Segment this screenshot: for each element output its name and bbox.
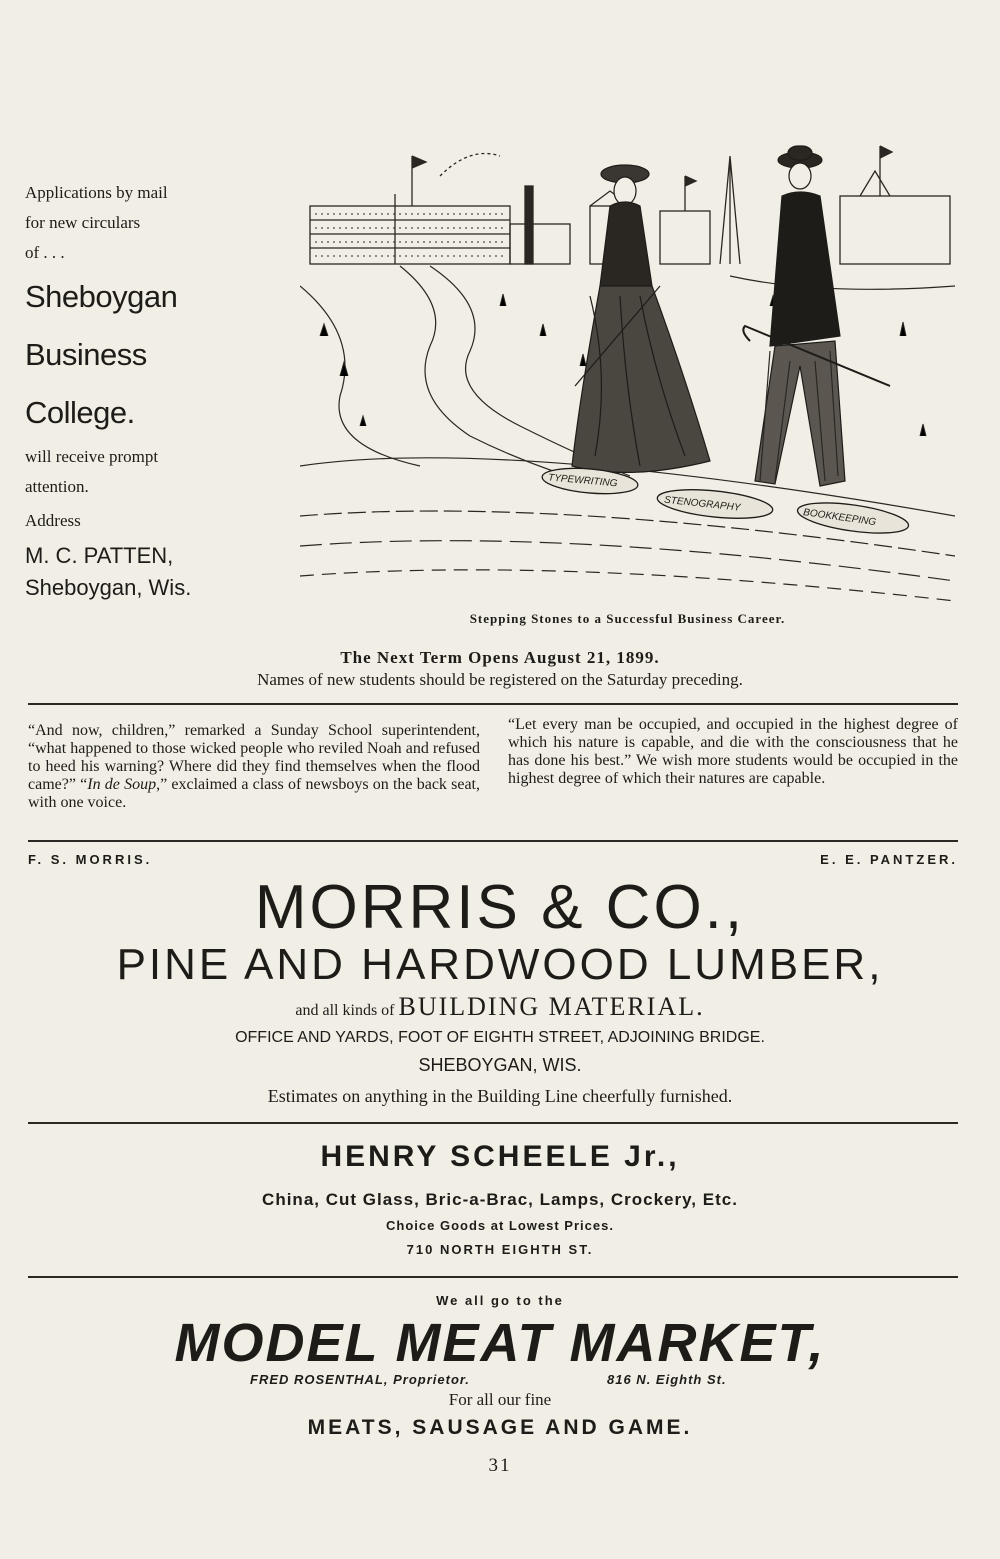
quote-right: “Let every man be occupied, and occupied in the highest degree of which his nature is capable, and die with the consciousness that he has done his best.” We wish more students would be occupied in the highest degree of which their natures are capable. — [508, 716, 958, 787]
term-headline: The Next Term Opens August 21, 1899. — [340, 648, 660, 667]
address-label: Address — [25, 511, 81, 530]
college-name-line: College. — [25, 395, 135, 430]
quote-left-italic: In de Soup — [87, 776, 157, 793]
scheele-tagline: Choice Goods at Lowest Prices. — [386, 1218, 614, 1233]
sidebar-line: of . . . — [25, 243, 65, 262]
sidebar-line: for new circulars — [25, 213, 141, 232]
college-sidebar — [25, 178, 275, 604]
morris-city: SHEBOYGAN, WIS. — [418, 1055, 582, 1075]
stone-label-stenography: STENOGRAPHY — [663, 494, 741, 514]
meat-for-line: For all our fine — [448, 1390, 552, 1409]
stepping-stones-illustration — [300, 136, 955, 606]
college-name-line: Sheboygan — [25, 279, 178, 314]
term-note: Names of new students should be registered on the Saturday preceding. — [257, 670, 743, 689]
college-name-line: Business — [25, 337, 147, 372]
sidebar-line: Applications by mail — [25, 183, 168, 202]
scheele-address: 710 NORTH EIGHTH ST. — [406, 1242, 594, 1257]
divider — [28, 703, 958, 705]
allkinds-small: and all kinds of — [295, 1002, 395, 1019]
stone-label-bookkeeping: BOOKKEEPING — [802, 507, 877, 529]
meat-proprietor: FRED ROSENTHAL, Proprietor. — [250, 1372, 470, 1387]
meat-address: 816 N. Eighth St. — [607, 1372, 727, 1387]
divider — [28, 1276, 958, 1278]
divider — [28, 1122, 958, 1124]
meat-intro: We all go to the — [436, 1293, 564, 1308]
contact-name: M. C. PATTEN, — [25, 543, 174, 568]
illustration-caption: Stepping Stones to a Successful Business Career. — [469, 611, 786, 626]
stone-label-typewriting: TYPEWRITING — [547, 472, 618, 490]
morris-name: MORRIS & CO., — [254, 873, 746, 942]
estimates-line: Estimates on anything in the Building Line cheerfully furnished. — [267, 1086, 733, 1106]
scheele-goods: China, Cut Glass, Bric-a-Brac, Lamps, Crockery, Etc. — [262, 1190, 738, 1209]
contact-city: Sheboygan, Wis. — [25, 575, 192, 600]
divider — [28, 840, 958, 842]
partner-left: F. S. MORRIS. — [28, 852, 153, 867]
quote-left — [28, 722, 480, 812]
building-material-line — [0, 992, 1000, 1022]
lumber-line: PINE AND HARDWOOD LUMBER, — [116, 940, 884, 989]
scheele-name: HENRY SCHEELE Jr., — [320, 1140, 680, 1173]
office-line: OFFICE AND YARDS, FOOT OF EIGHTH STREET, ADJOINING BRIDGE. — [235, 1029, 765, 1046]
page-number: 31 — [488, 1455, 512, 1476]
allkinds-big: BUILDING MATERIAL. — [398, 992, 705, 1021]
quote-left-text: “And now, children,” remarked a Sunday School superintendent, “what happened to those wicked people who reviled Noah and refused to heed his warning? Where did they find themselves when the flood came?” “ — [28, 722, 480, 793]
quote-left-text-end: ,” exclaimed a class of newsboys on the back seat, with one voice. — [28, 776, 480, 811]
meat-goods: MEATS, SAUSAGE AND GAME. — [307, 1416, 693, 1439]
partner-right: E. E. PANTZER. — [820, 852, 958, 867]
sidebar-line: will receive prompt — [25, 447, 159, 466]
sidebar-line: attention. — [25, 477, 89, 496]
model-meat-market-name: MODEL MEAT MARKET, — [174, 1313, 826, 1373]
